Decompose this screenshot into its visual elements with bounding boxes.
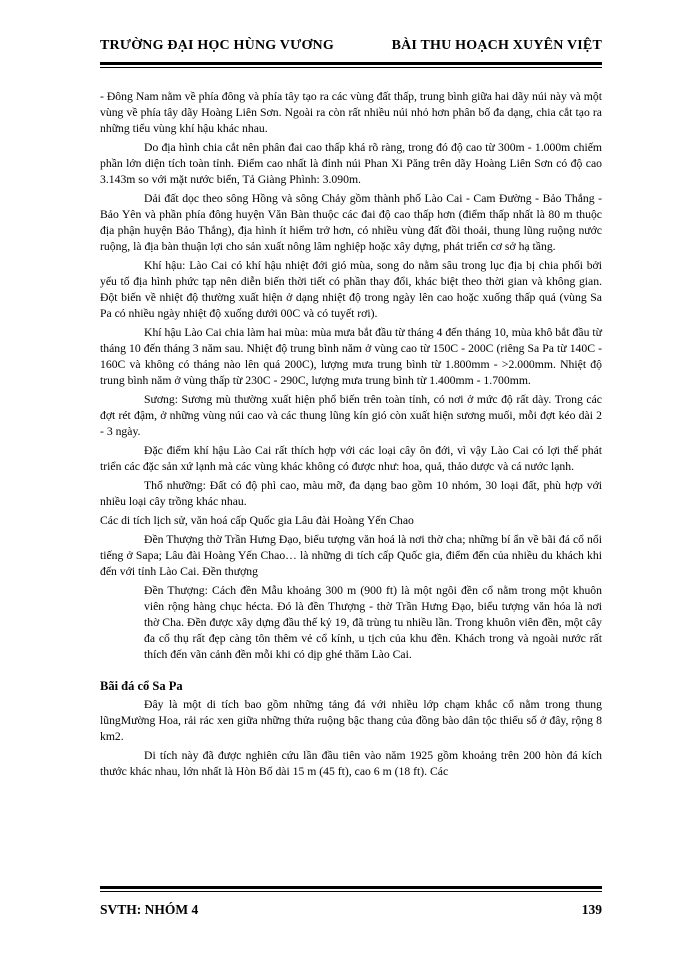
footer-rule-thin [100, 891, 602, 892]
footer-group: SVTH: NHÓM 4 [100, 902, 199, 917]
footer-rule-thick [100, 886, 602, 889]
paragraph: Di tích này đã được nghiên cứu lần đầu tiên vào năm 1925 gồm khoảng trên 200 hòn đá kích thước khác nhau, lớn nhất là Hòn Bố dài 15 m (45 ft), cao 6 m (18 ft). Các [100, 749, 602, 778]
header-university: TRƯỜNG ĐẠI HỌC HÙNG VƯƠNG [100, 38, 334, 53]
header-rule-thin [100, 67, 602, 68]
paragraph: Đền Thượng: Cách đền Mẫu khoảng 300 m (900 ft) là một ngôi đền cổ nằm trong một khuôn viên rộng hàng chục hécta. Đó là đền Thượng - thờ Trần Hưng Đạo, biểu tượng văn hóa là nơi thờ Cha. Đền được xây dựng đầu thế kỷ 19, đã trùng tu nhiều lần. Trong khuôn viên đền, một cây đa cổ thụ rất đẹp càng tôn thêm vẻ cổ kính, u tịch của khu đền. Khách trong và ngoài nước rất thích đến vãn cảnh đền mỗi khi có dịp ghé thăm Lào Cai. [144, 584, 602, 661]
paragraph: Do địa hình chia cắt nên phân đai cao thấp khá rõ ràng, trong đó độ cao từ 300m - 1.000m chiếm phần lớn diện tích toàn tỉnh. Điểm cao nhất là đỉnh núi Phan Xi Păng trên dãy Hoàng Liên Sơn có độ cao 3.143m so với mặt nước biển, Tả Giàng Phình: 3.090m. [100, 141, 602, 186]
paragraph: Đền Thượng thờ Trần Hưng Đạo, biểu tượng văn hoá là nơi thờ cha; những bí ẩn về bãi đá cổ nổi tiếng ở Sapa; Lâu đài Hoàng Yến Chao… là những di tích cấp Quốc gia, điểm đến của nhiều du khách khi đến với tỉnh Lào Cai. Đền thượng [100, 533, 602, 578]
header-report-title: BÀI THU HOẠCH XUYÊN VIỆT [391, 38, 602, 53]
paragraph: Đặc điểm khí hậu Lào Cai rất thích hợp với các loại cây ôn đới, vì vậy Lào Cai có lợi thế phát triển các đặc sản xứ lạnh mà các vùng khác không có được như: hoa, quả, thảo dược và cá nước lạnh. [100, 444, 602, 473]
paragraph: Đây là một di tích bao gồm những tảng đá với nhiều lớp chạm khắc cổ nằm trong thung lũngMường Hoa, rải rác xen giữa những thửa ruộng bậc thang của đồng bào dân tộc thiểu số ở đây, rộng 8 km2. [100, 698, 602, 743]
paragraph: Khí hậu: Lào Cai có khí hậu nhiệt đới gió mùa, song do nằm sâu trong lục địa bị chia phối bởi yếu tố địa hình phức tạp nên diễn biến thời tiết có phần thay đổi, khác biệt theo thời gian và không gian. Đột biến về nhiệt độ thường xuất hiện ở dạng nhiệt độ trong ngày lên cao hoặc xuống thấp quá (vùng Sa Pa có nhiều ngày nhiệt độ xuống dưới 00C và có tuyết rơi). [100, 259, 602, 320]
page-body [100, 89, 602, 783]
page-number: 139 [581, 902, 602, 917]
paragraph: - Đông Nam nằm về phía đông và phía tây tạo ra các vùng đất thấp, trung bình giữa hai dãy núi này và một vùng về phía tây dãy Hoàng Liên Sơn. Ngoài ra còn rất nhiều núi nhỏ hơn phân bố đa dạng, chia cắt tạo ra những tiểu vùng khí hậu khác nhau. [100, 90, 602, 135]
section-heading: Bãi đá cổ Sa Pa [100, 679, 183, 693]
header-rule-thick [100, 62, 602, 65]
paragraph: Sương: Sương mù thường xuất hiện phổ biến trên toàn tỉnh, có nơi ở mức độ rất dày. Trong các đợt rét đậm, ở những vùng núi cao và các thung lũng kín gió còn xuất hiện sương muối, mỗi đợt kéo dài 2 - 3 ngày. [100, 393, 602, 438]
page-footer [100, 902, 602, 918]
paragraph: Khí hậu Lào Cai chia làm hai mùa: mùa mưa bắt đầu từ tháng 4 đến tháng 10, mùa khô bắt đầu từ tháng 10 đến tháng 3 năm sau. Nhiệt độ trung bình năm ở vùng cao từ 150C - 200C (riêng Sa Pa từ 140C - 160C và không có tháng nào lên quá 200C), lượng mưa trung bình từ 1.800mm - >2.000mm. Nhiệt độ trung bình năm ở vùng thấp từ 230C - 290C, lượng mưa trung bình từ 1.400mm - 1.700mm. [100, 326, 602, 387]
page-header [100, 38, 602, 54]
paragraph: Các di tích lịch sử, văn hoá cấp Quốc gia Lâu đài Hoàng Yến Chao [100, 514, 414, 527]
paragraph: Thổ nhưỡng: Đất có độ phì cao, màu mỡ, đa dạng bao gồm 10 nhóm, 30 loại đất, phù hợp với nhiều loại cây trồng khác nhau. [100, 479, 602, 508]
paragraph: Dải đất dọc theo sông Hồng và sông Chảy gồm thành phố Lào Cai - Cam Đường - Bảo Thắng - Bảo Yên và phần phía đông huyện Văn Bàn thuộc các đai độ cao thấp hơn (điểm thấp nhất là 80 m thuộc địa phận huyện Bảo Thắng), địa hình ít hiểm trở hơn, có nhiều vùng đất đồi thoải, thung lũng ruộng nước ruộng, là địa bàn thuận lợi cho sản xuất nông lâm nghiệp hoặc xây dựng, phát triển cơ sở hạ tầng. [100, 192, 602, 253]
